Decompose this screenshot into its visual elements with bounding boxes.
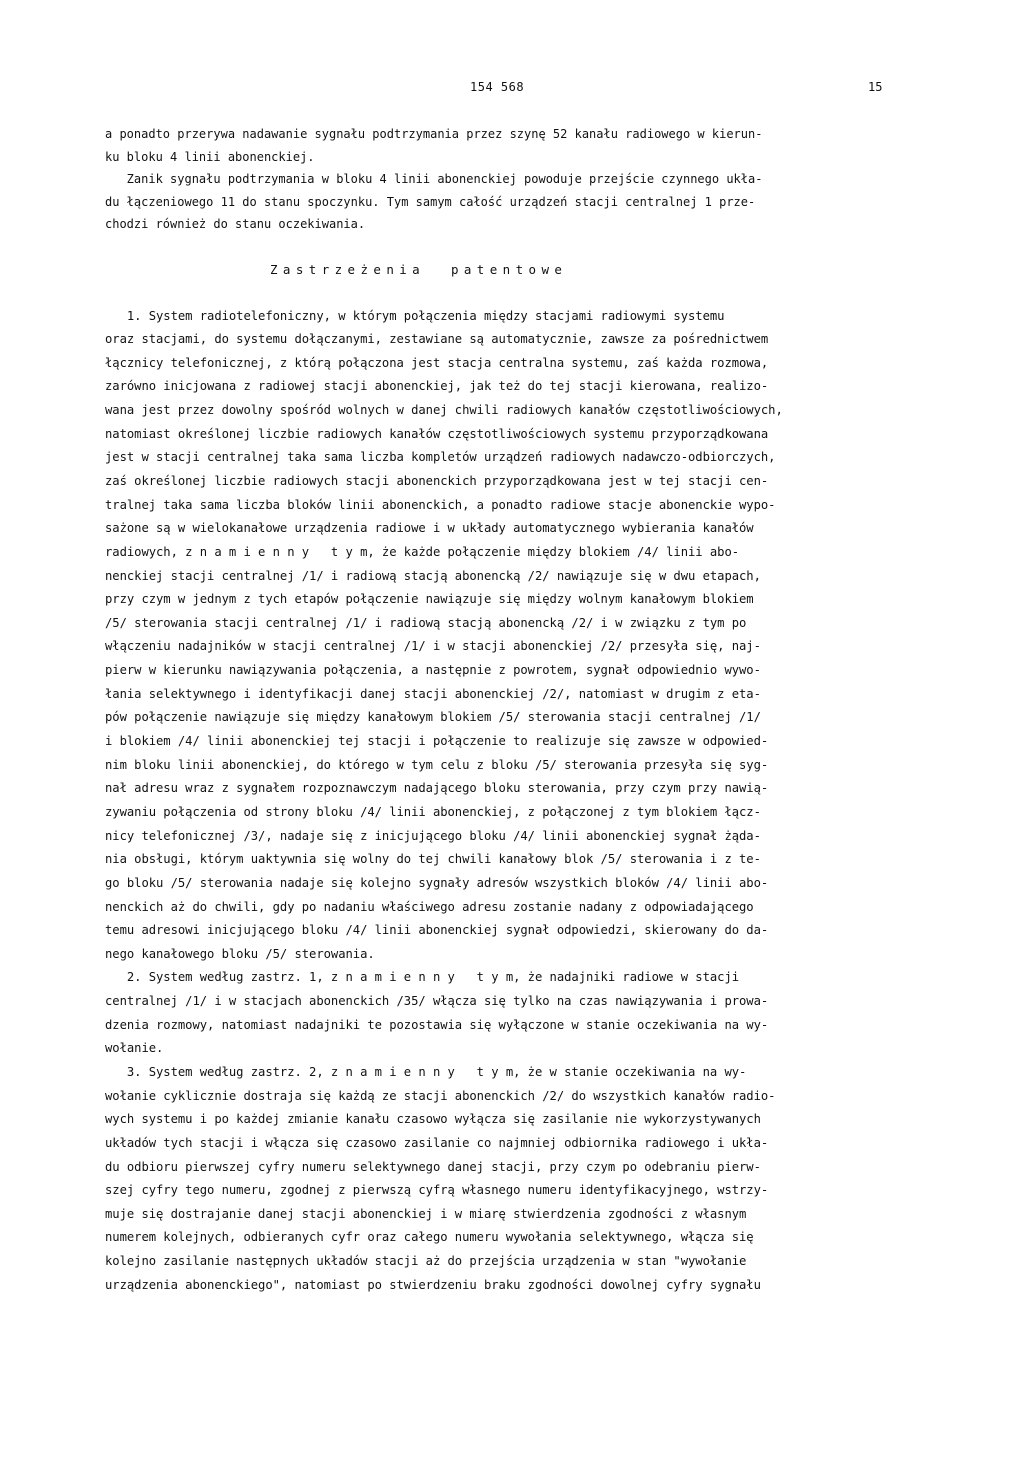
text-line: przy czym w jednym z tych etapów połączenie nawiązuje się między wolnym kanałowym blokiem bbox=[105, 592, 754, 607]
claims-section bbox=[105, 305, 895, 1298]
text-line: 1. System radiotelefoniczny, w którym połączenia między stacjami radiowymi systemu bbox=[105, 308, 725, 323]
text-line: szej cyfry tego numeru, zgodnej z pierwszą cyfrą własnego numeru identyfikacyjnego, wstrzy- bbox=[105, 1183, 769, 1198]
text-line: nim bloku linii abonenckiej, do którego w tym celu z bloku /5/ sterowania przesyła się syg- bbox=[105, 757, 769, 772]
text-line: wołanie. bbox=[105, 1041, 164, 1056]
text-line: i blokiem /4/ linii abonenckiej tej stacji i połączenie to realizuje się zawsze w odpowied- bbox=[105, 734, 769, 749]
text-line: zywaniu połączenia od strony bloku /4/ linii abonenckiej, z połączonej z tym blokiem łącz- bbox=[105, 804, 761, 819]
page-number: 15 bbox=[868, 80, 883, 94]
text-line: du odbioru pierwszej cyfry numeru selektywnego danej stacji, przy czym po odebraniu pierw- bbox=[105, 1159, 761, 1174]
claim-1 bbox=[105, 305, 895, 967]
text-line: 2. System według zastrz. 1, z n a m i e n n y t y m, że nadajniki radiowe w stacji bbox=[105, 970, 740, 985]
text-line: włączeniu nadajników w stacji centralnej /1/ i w stacji abonenckiej /2/ przesyła się, naj- bbox=[105, 639, 761, 654]
text-line: tralnej taka sama liczba bloków linii abonenckich, a ponadto radiowe stacje abonenckie wypo- bbox=[105, 497, 776, 512]
text-line: 3. System według zastrz. 2, z n a m i e n n y t y m, że w stanie oczekiwania na wy- bbox=[105, 1065, 747, 1079]
text-line: nia obsługi, którym uaktywnia się wolny do tej chwili kanałowy blok /5/ sterowania i z te- bbox=[105, 852, 761, 867]
text-line: wołanie cyklicznie dostraja się każdą ze stacji abonenckich /2/ do wszystkich kanałów radio- bbox=[105, 1088, 776, 1103]
text-line: pów połączenie nawiązuje się między kanałowym blokiem /5/ sterowania stacji centralnej /1/ bbox=[105, 710, 761, 725]
text-line: zaś określonej liczbie radiowych stacji abonenckich przyporządkowana jest w tej stacji cen- bbox=[105, 473, 769, 488]
text-line: nicy telefonicznej /3/, nadaje się z inicjującego bloku /4/ linii abonenckiej sygnał żąda- bbox=[105, 828, 761, 843]
claim-2 bbox=[105, 966, 895, 1061]
text-line: /5/ sterowania stacji centralnej /1/ i radiową stacją abonencką /2/ i w związku z tym po bbox=[105, 615, 747, 630]
text-line: kolejno zasilanie następnych układów stacji aż do przejścia urządzenia w stan "wywołanie bbox=[105, 1254, 747, 1269]
text-line: radiowych, z n a m i e n n y t y m, że każde połączenie między blokiem /4/ linii abo- bbox=[105, 544, 740, 559]
text-line: nenckiej stacji centralnej /1/ i radiową stacją abonencką /2/ nawiązuje się w dwu etapach, bbox=[105, 568, 761, 583]
claim-3 bbox=[105, 1061, 895, 1297]
intro-paragraph-2 bbox=[105, 168, 895, 236]
intro-paragraph-1 bbox=[105, 123, 895, 168]
text-line: oraz stacjami, do systemu dołączanymi, zestawiane są automatycznie, zawsze za pośrednictwem bbox=[105, 332, 769, 347]
text-line: nał adresu wraz z sygnałem rozpoznawczym nadającego bloku sterowania, przy czym przy nawią- bbox=[105, 781, 769, 796]
text-line: natomiast określonej liczbie radiowych kanałów częstotliwościowych systemu przyporządkowana bbox=[105, 426, 769, 441]
text-line: Zanik sygnału podtrzymania w bloku 4 linii abonenckiej powoduje przejście czynnego ukła- bbox=[105, 172, 763, 186]
text-line: sażone są w wielokanałowe urządzenia radiowe i w układy automatycznego wybierania kanałów bbox=[105, 521, 754, 536]
text-line: urządzenia abonenckiego", natomiast po stwierdzeniu braku zgodności dowolnej cyfry sygnału bbox=[105, 1277, 761, 1292]
intro-section bbox=[105, 123, 895, 236]
text-line: go bloku /5/ sterowania nadaje się kolejno sygnały adresów wszystkich bloków /4/ linii abo- bbox=[105, 875, 769, 890]
text-line: łania selektywnego i identyfikacji danej stacji abonenckiej /2/, natomiast w drugim z eta- bbox=[105, 686, 761, 701]
text-line: pierw w kierunku nawiązywania połączenia, a następnie z powrotem, sygnał odpowiednio wywo- bbox=[105, 663, 761, 678]
text-line: ku bloku 4 linii abonenckiej. bbox=[105, 149, 315, 164]
text-line: nenckich aż do chwili, gdy po nadaniu właściwego adresu zostanie nadany z odpowiadającego bbox=[105, 899, 754, 914]
text-line: du łączeniowego 11 do stanu spoczynku. Tym samym całość urządzeń stacji centralnej 1 prze- bbox=[105, 194, 756, 209]
text-line: łącznicy telefonicznej, z którą połączona jest stacja centralna systemu, zaś każda rozmowa, bbox=[105, 355, 769, 370]
text-line: wych systemu i po każdej zmianie kanału czasowo wyłącza się zasilanie nie wykorzystywanych bbox=[105, 1112, 761, 1127]
section-heading: Zastrzeżenia patentowe bbox=[270, 261, 568, 277]
text-line: jest w stacji centralnej taka sama liczba kompletów urządzeń radiowych nadawczo-odbiorczych, bbox=[105, 450, 776, 465]
text-line: dzenia rozmowy, natomiast nadajniki te pozostawia się wyłączone w stanie oczekiwania na wy- bbox=[105, 1017, 769, 1032]
text-line: muje się dostrajanie danej stacji abonenckiej i w miarę stwierdzenia zgodności z własnym bbox=[105, 1206, 747, 1221]
text-line: numerem kolejnych, odbieranych cyfr oraz całego numeru wywołania selektywnego, włącza się bbox=[105, 1230, 754, 1245]
text-line: nego kanałowego bloku /5/ sterowania. bbox=[105, 946, 375, 961]
text-line: a ponadto przerywa nadawanie sygnału podtrzymania przez szynę 52 kanału radiowego w kierun- bbox=[105, 127, 763, 141]
document-number: 154 568 bbox=[470, 80, 525, 94]
text-line: chodzi również do stanu oczekiwania. bbox=[105, 217, 366, 231]
text-line: temu adresowi inicjującego bloku /4/ linii abonenckiej sygnał odpowiedzi, skierowany do da- bbox=[105, 923, 769, 938]
text-line: wana jest przez dowolny spośród wolnych w danej chwili radiowych kanałów częstotliwościowych, bbox=[105, 403, 783, 418]
text-line: zarówno inicjowana z radiowej stacji abonenckiej, jak też do tej stacji kierowana, realizo- bbox=[105, 379, 769, 394]
text-line: centralnej /1/ i w stacjach abonenckich /35/ włącza się tylko na czas nawiązywania i prowa- bbox=[105, 994, 769, 1009]
text-line: układów tych stacji i włącza się czasowo zasilanie co najmniej odbiornika radiowego i ukła- bbox=[105, 1135, 769, 1150]
document-body bbox=[105, 123, 895, 1297]
